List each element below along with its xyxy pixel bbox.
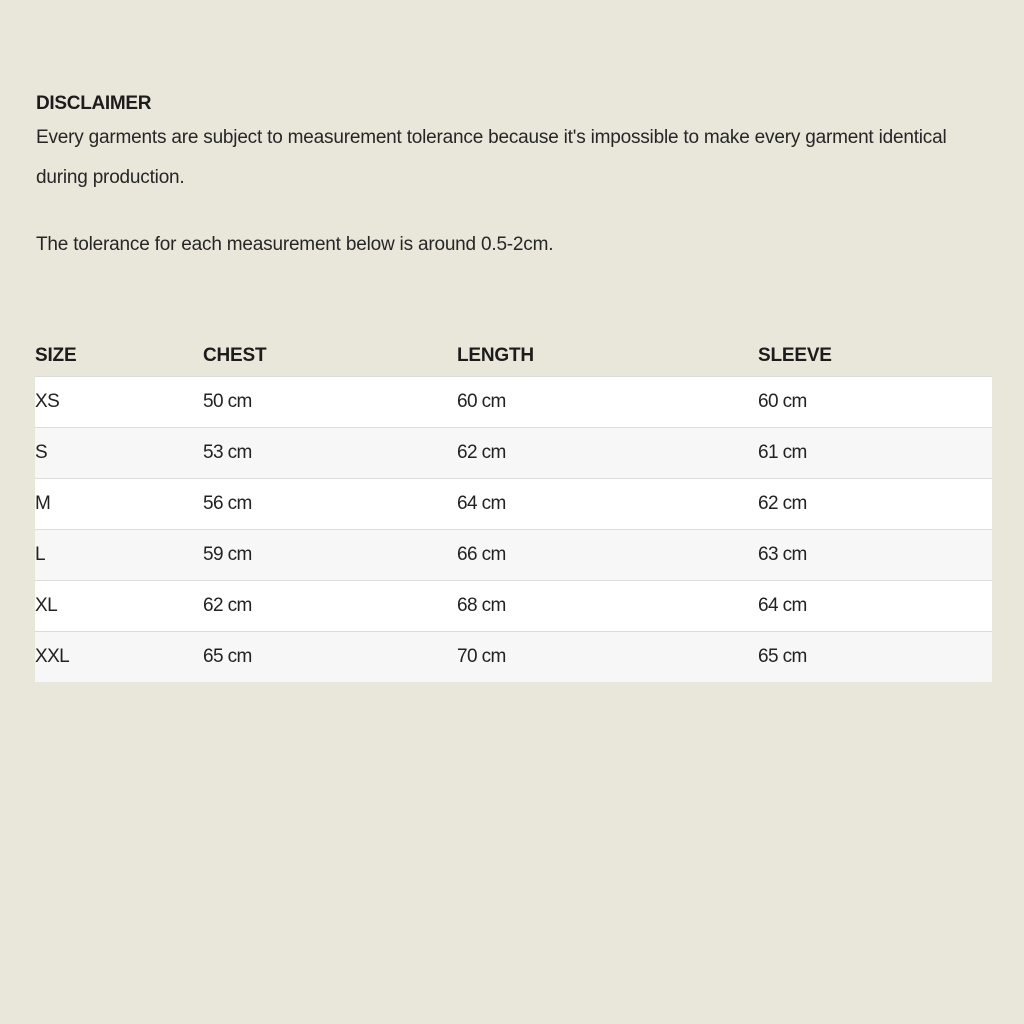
size-cell: M xyxy=(35,479,203,530)
column-header-length: LENGTH xyxy=(457,344,534,366)
chest-cell: 53 cm xyxy=(203,428,457,479)
sleeve-cell: 62 cm xyxy=(758,479,992,530)
length-cell: 64 cm xyxy=(457,479,758,530)
sleeve-cell: 65 cm xyxy=(758,632,992,683)
length-cell: 60 cm xyxy=(457,377,758,428)
length-cell: 66 cm xyxy=(457,530,758,581)
chest-cell: 50 cm xyxy=(203,377,457,428)
table-row xyxy=(35,479,992,530)
size-cell: L xyxy=(35,530,203,581)
chest-cell: 65 cm xyxy=(203,632,457,683)
sleeve-cell: 60 cm xyxy=(758,377,992,428)
table-row xyxy=(35,530,992,581)
chest-cell: 62 cm xyxy=(203,581,457,632)
sleeve-cell: 61 cm xyxy=(758,428,992,479)
size-cell: XS xyxy=(35,377,203,428)
chest-cell: 59 cm xyxy=(203,530,457,581)
table-row xyxy=(35,377,992,428)
size-chart-table xyxy=(35,335,992,682)
disclaimer-heading: DISCLAIMER xyxy=(36,93,152,114)
column-header-chest: CHEST xyxy=(203,344,267,366)
size-cell: XXL xyxy=(35,632,203,683)
table-row xyxy=(35,428,992,479)
table-row xyxy=(35,581,992,632)
length-cell: 70 cm xyxy=(457,632,758,683)
chest-cell: 56 cm xyxy=(203,479,457,530)
tolerance-note: The tolerance for each measurement below is around 0.5-2cm. xyxy=(36,234,554,255)
size-cell: S xyxy=(35,428,203,479)
table-row xyxy=(35,632,992,683)
disclaimer-paragraph: Every garments are subject to measurement tolerance because it's impossible to make every garment identical during production. xyxy=(36,127,947,188)
sleeve-cell: 64 cm xyxy=(758,581,992,632)
column-header-sleeve: SLEEVE xyxy=(758,344,832,366)
disclaimer-section xyxy=(36,90,994,265)
sleeve-cell: 63 cm xyxy=(758,530,992,581)
table-header-row xyxy=(35,335,992,377)
size-cell: XL xyxy=(35,581,203,632)
length-cell: 62 cm xyxy=(457,428,758,479)
column-header-size: SIZE xyxy=(35,344,77,366)
length-cell: 68 cm xyxy=(457,581,758,632)
